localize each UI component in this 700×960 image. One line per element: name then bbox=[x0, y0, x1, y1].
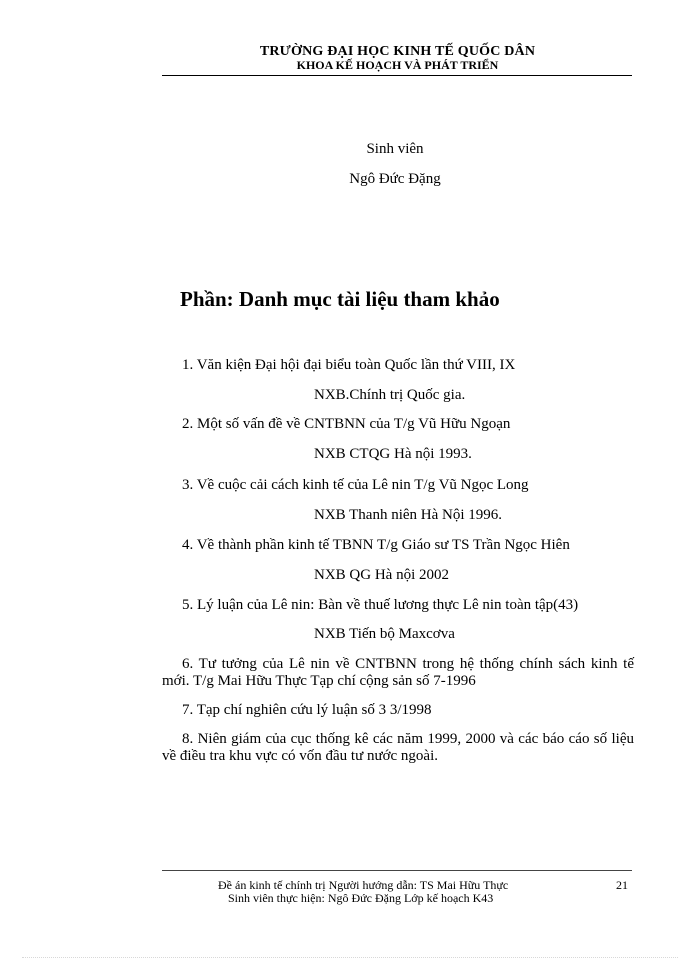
reference-item: 2. Một số vấn đề về CNTBNN của T/g Vũ Hữu Ngoạn bbox=[182, 416, 511, 432]
section-title: Phần: Danh mục tài liệu tham khảo bbox=[180, 287, 500, 311]
reference-item: 8. Niên giám của cục thống kê các năm 1999, 2000 và các báo cáo số liệu về điều tra khu vực có vốn đầu tư nước ngoài. bbox=[162, 731, 634, 764]
reference-publisher: NXB QG Hà nội 2002 bbox=[314, 567, 449, 583]
page-number: 21 bbox=[616, 878, 628, 892]
footer-project: Đề án kinh tế chính trị Người hướng dẫn: TS Mai Hữu Thực bbox=[218, 878, 509, 892]
signature-name: Ngô Đức Đặng bbox=[349, 171, 441, 187]
reference-publisher: NXB.Chính trị Quốc gia. bbox=[314, 387, 466, 403]
footer-rule bbox=[162, 870, 632, 871]
signature-role: Sinh viên bbox=[366, 141, 424, 157]
footer-student: Sinh viên thực hiện: Ngô Đức Đặng Lớp kế hoạch K43 bbox=[228, 891, 494, 905]
header-rule bbox=[162, 75, 632, 76]
header-university: TRƯỜNG ĐẠI HỌC KINH TẾ QUỐC DÂN bbox=[259, 44, 536, 59]
page-edge bbox=[22, 957, 678, 958]
reference-item: 5. Lý luận của Lê nin: Bàn về thuế lương thực Lê nin toàn tập(43) bbox=[182, 597, 579, 613]
reference-publisher: NXB Tiến bộ Maxcơva bbox=[314, 626, 455, 642]
reference-item: 1. Văn kiện Đại hội đại biểu toàn Quốc lần thứ VIII, IX bbox=[182, 357, 516, 373]
reference-publisher: NXB CTQG Hà nội 1993. bbox=[314, 446, 472, 462]
reference-publisher: NXB Thanh niên Hà Nội 1996. bbox=[314, 507, 503, 523]
header-faculty: KHOA KẾ HOẠCH VÀ PHÁT TRIỂN bbox=[296, 58, 499, 72]
reference-item: 3. Về cuộc cải cách kinh tế của Lê nin T/g Vũ Ngọc Long bbox=[182, 477, 529, 493]
reference-item: 7. Tạp chí nghiên cứu lý luận số 3 3/1998 bbox=[182, 702, 432, 718]
reference-item: 4. Về thành phần kinh tế TBNN T/g Giáo sư TS Trần Ngọc Hiên bbox=[182, 537, 570, 553]
reference-item: 6. Tư tưởng của Lê nin về CNTBNN trong hệ thống chính sách kinh tế mới. T/g Mai Hữu Thực Tạp chí cộng sản số 7-1996 bbox=[162, 656, 634, 689]
